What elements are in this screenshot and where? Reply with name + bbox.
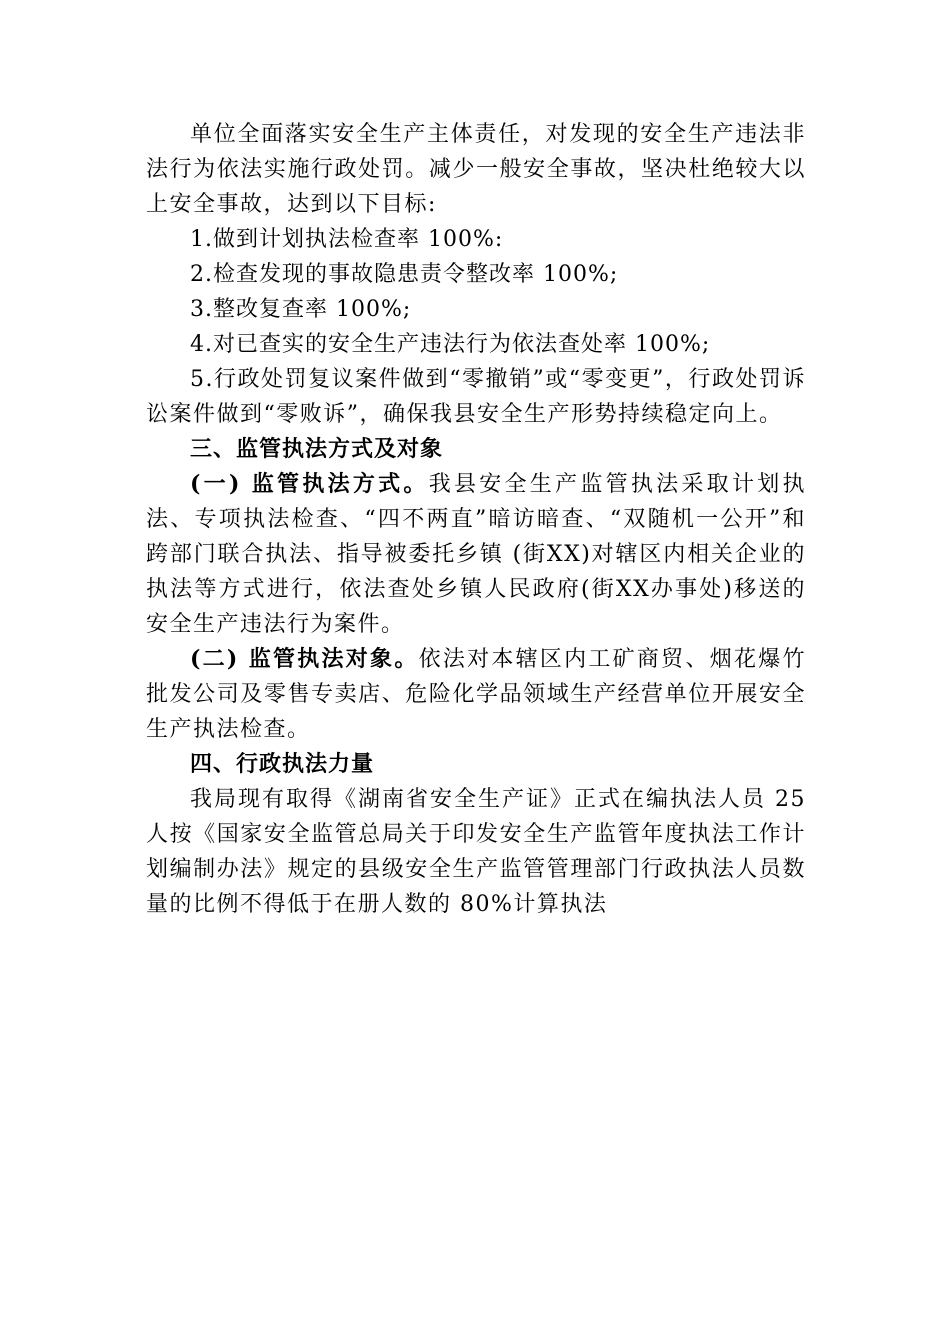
section-heading-3: 三、监管执法方式及对象	[190, 437, 444, 462]
document-page	[146, 117, 806, 922]
subsection-1-body: 我县安全生产监管执法采取计划执法、专项执法检查、“四不两直”暗访暗查、“双随机一公开”和跨部门联合执法、指导被委托乡镇 (街XX)对辖区内相关企业的执法等方式进行，依法查处乡镇人民政府(街XX办事处)移送的安全生产违法行为案件。	[146, 472, 806, 637]
target-item-1: 1.做到计划执法检查率 100%:	[190, 227, 504, 252]
intro-paragraph: 单位全面落实安全生产主体责任，对发现的安全生产违法非法行为依法实施行政处罚。减少一般安全事故，坚决杜绝较大以上安全事故，达到以下目标:	[146, 122, 806, 217]
staffing-paragraph: 我局现有取得《湖南省安全生产证》正式在编执法人员 25人按《国家安全监管总局关于印发安全生产监管年度执法工作计划编制办法》规定的县级安全生产监管管理部门行政执法人员数量的比例不得低于在册人数的 80%计算执法	[146, 787, 806, 917]
target-item-3: 3.整改复查率 100%;	[190, 297, 412, 322]
subsection-2-body: 依法对本辖区内工矿商贸、烟花爆竹批发公司及零售专卖店、危险化学品领域生产经营单位开展安全生产执法检查。	[146, 647, 806, 742]
subsection-1	[146, 467, 806, 642]
target-item-4: 4.对已查实的安全生产违法行为依法查处率 100%;	[190, 332, 711, 357]
section-heading-4: 四、行政执法力量	[190, 752, 375, 777]
subsection-1-title: (一) 监管执法方式。	[190, 471, 429, 497]
target-item-5: 5.行政处罚复议案件做到“零撤销”或“零变更”，行政处罚诉讼案件做到“零败诉”，确保我县安全生产形势持续稳定向上。	[146, 367, 806, 427]
subsection-2-title: (二) 监管执法对象。	[190, 646, 419, 672]
target-item-2: 2.检查发现的事故隐患责令整改率 100%;	[190, 262, 619, 287]
subsection-2	[146, 642, 806, 747]
